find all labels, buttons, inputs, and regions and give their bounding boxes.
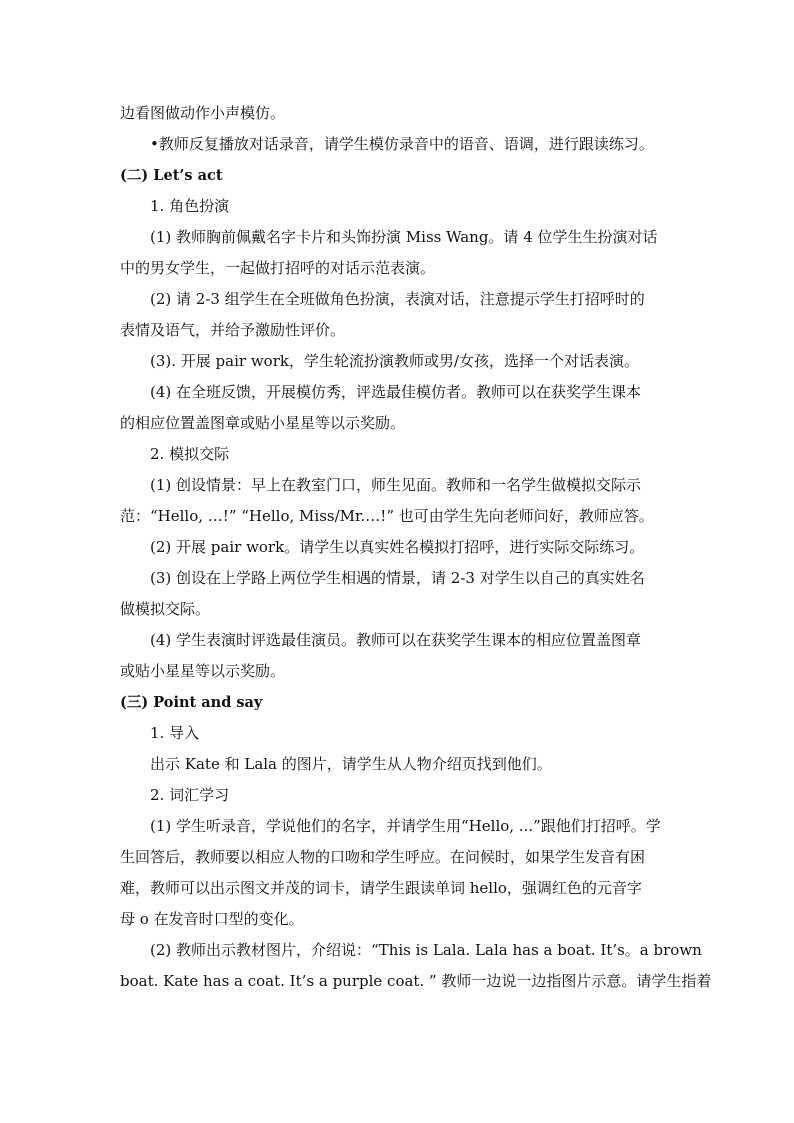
paragraph-line: •教师反复播放对话录音，请学生模仿录音中的语音、语调，进行跟读练习。: [150, 135, 654, 153]
paragraph-line: 做模拟交际。: [120, 600, 211, 618]
paragraph-line: (2) 开展 pair work。请学生以真实姓名模拟打招呼，进行实际交际练习。: [150, 538, 645, 556]
paragraph-line: (1) 教师胸前佩戴名字卡片和头饰扮演 Miss Wang。请 4 位学生生扮演对话: [150, 228, 658, 246]
section-heading-point-and-say: (三) Point and say: [120, 694, 263, 711]
paragraph-line: (1) 创设情景：早上在教室门口，师生见面。教师和一名学生做模拟交际示: [150, 476, 642, 494]
paragraph-line: 表情及语气，并给予激励性评价。: [120, 321, 346, 339]
subsection-heading-vocabulary: 2. 词汇学习: [150, 786, 230, 804]
section-heading-lets-act: (二) Let’s act: [120, 167, 223, 184]
subsection-heading-introduction: 1. 导入: [150, 724, 200, 742]
paragraph-line: (4) 在全班反馈，开展模仿秀，评选最佳模仿者。教师可以在获奖学生课本: [150, 383, 642, 401]
paragraph-line: 的相应位置盖图章或贴小星星等以示奖励。: [120, 414, 406, 432]
paragraph-line: (3). 开展 pair work，学生轮流扮演教师或男/女孩，选择一个对话表演。: [150, 352, 640, 370]
paragraph-line: 出示 Kate 和 Lala 的图片，请学生从人物介绍页找到他们。: [150, 755, 552, 773]
paragraph-line: 难，教师可以出示图文并茂的词卡，请学生跟读单词 hello，强调红色的元音字: [120, 879, 642, 897]
document-body: [120, 98, 712, 997]
paragraph-line: 范：“Hello, …!” “Hello, Miss/Mr.…!” 也可由学生先向老师问好，教师应答。: [120, 507, 654, 525]
paragraph-line: 母 o 在发音时口型的变化。: [120, 910, 304, 928]
paragraph-line: 生回答后，教师要以相应人物的口吻和学生呼应。在问候时，如果学生发音有困: [120, 848, 646, 866]
paragraph-line: boat. Kate has a coat. It’s a purple coat. ” 教师一边说一边指图片示意。请学生指着: [120, 972, 712, 990]
paragraph-line: 边看图做动作小声模仿。: [120, 104, 286, 122]
paragraph-line: 中的男女学生，一起做打招呼的对话示范表演。: [120, 259, 436, 277]
paragraph-line: (2) 教师出示教材图片，介绍说：“This is Lala. Lala has a boat. It’s。a brown: [150, 941, 702, 959]
subsection-heading-role-play: 1. 角色扮演: [150, 197, 230, 215]
paragraph-line: 或贴小星星等以示奖励。: [120, 662, 286, 680]
paragraph-line: (1) 学生听录音，学说他们的名字，并请学生用“Hello, ...”跟他们打招呼。学: [150, 817, 661, 835]
paragraph-line: (3) 创设在上学路上两位学生相遇的情景，请 2-3 对学生以自己的真实姓名: [150, 569, 645, 587]
paragraph-line: (4) 学生表演时评选最佳演员。教师可以在获奖学生课本的相应位置盖图章: [150, 631, 642, 649]
subsection-heading-simulated-communication: 2. 模拟交际: [150, 445, 230, 463]
paragraph-line: (2) 请 2-3 组学生在全班做角色扮演，表演对话，注意提示学生打招呼时的: [150, 290, 645, 308]
